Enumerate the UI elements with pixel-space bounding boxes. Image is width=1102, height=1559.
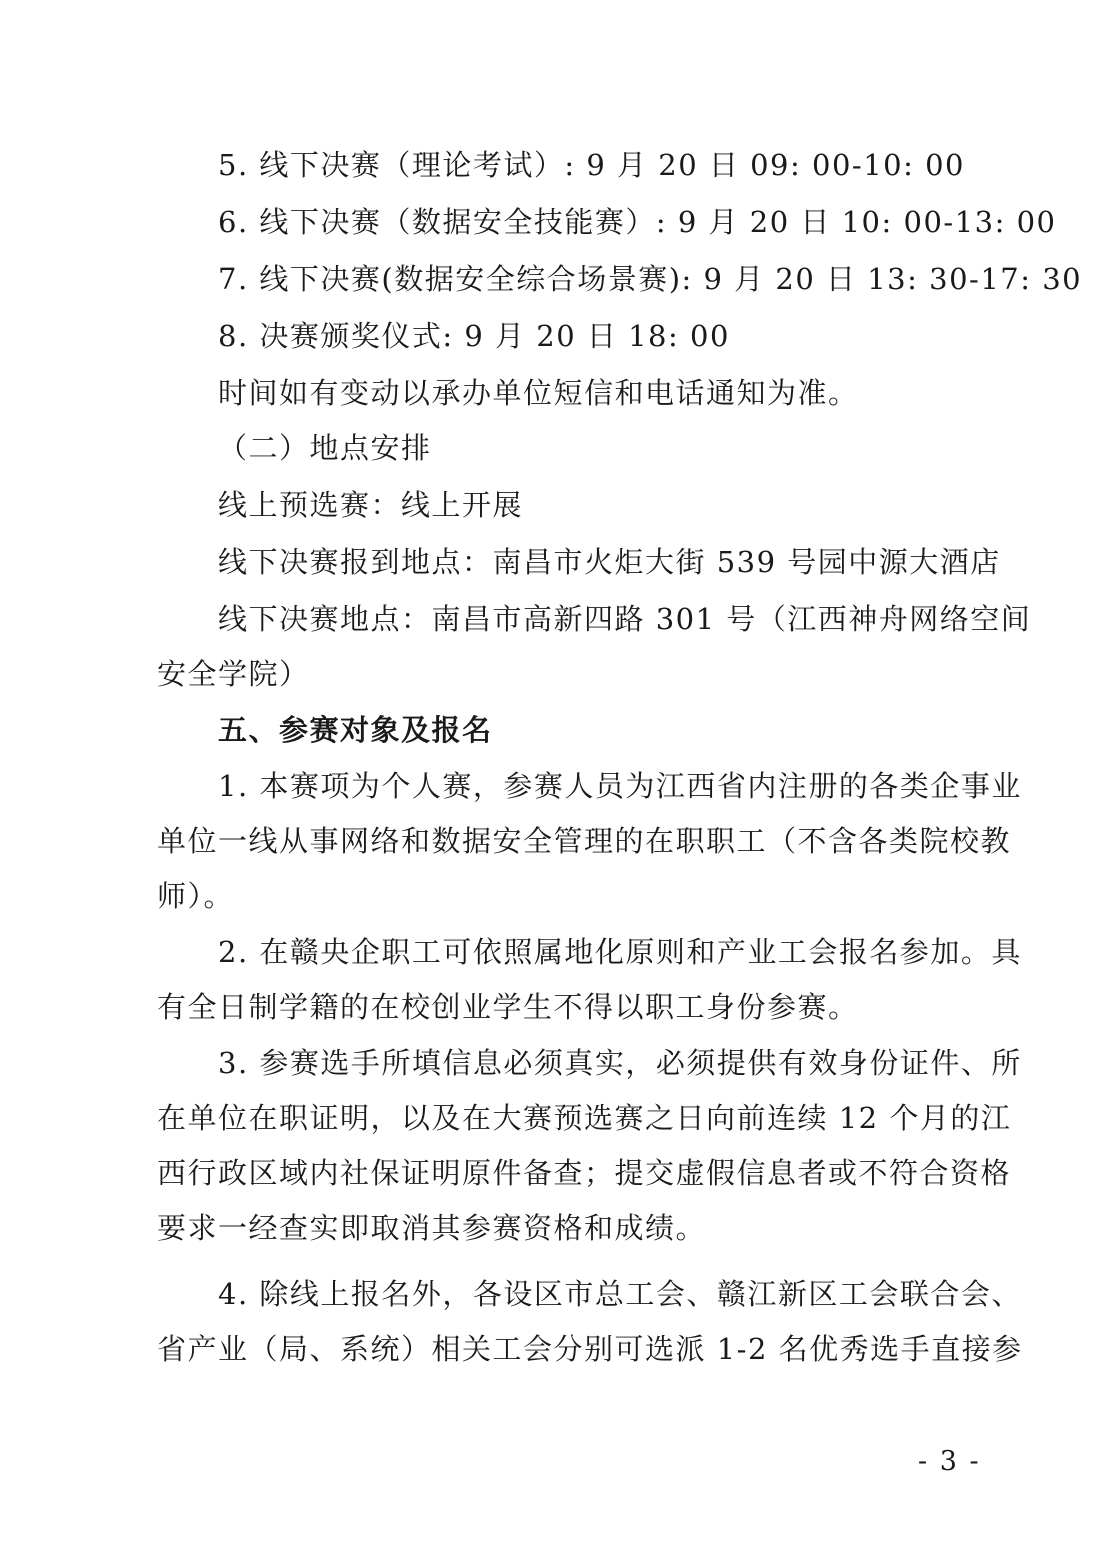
schedule-item-7: 7. 线下决赛(数据安全综合场景赛): 9 月 20 日 13: 30-17: 30	[218, 262, 1083, 296]
venue-final-line1: 线下决赛地点：南昌市高新四路 301 号（江西神舟网络空间	[218, 602, 1032, 636]
schedule-item-8: 8. 决赛颁奖仪式: 9 月 20 日 18: 00	[218, 319, 730, 353]
schedule-item-5: 5. 线下决赛（理论考试）: 9 月 20 日 09: 00-10: 00	[218, 148, 965, 182]
venue-final-line2: 安全学院）	[157, 657, 310, 691]
section-5-heading: 五、参赛对象及报名	[218, 713, 493, 747]
venue-checkin: 线下决赛报到地点：南昌市火炬大街 539 号园中源大酒店	[218, 545, 1001, 579]
section-5-p2-line2: 有全日制学籍的在校创业学生不得以职工身份参赛。	[157, 990, 859, 1024]
section-5-p2-line1: 2. 在赣央企职工可依照属地化原则和产业工会报名参加。具	[218, 935, 1022, 969]
page-number: - 3 -	[918, 1446, 981, 1477]
section-5-p4-line2: 省产业（局、系统）相关工会分别可选派 1-2 名优秀选手直接参	[157, 1332, 1023, 1366]
section-5-p3-line2: 在单位在职证明，以及在大赛预选赛之日向前连续 12 个月的江	[157, 1101, 1012, 1135]
section-5-p1-line2: 单位一线从事网络和数据安全管理的在职职工（不含各类院校教	[157, 824, 1012, 858]
venue-heading: （二）地点安排	[218, 431, 432, 465]
section-5-p1-line3: 师）。	[157, 879, 235, 913]
section-5-p1-line1: 1. 本赛项为个人赛，参赛人员为江西省内注册的各类企事业	[218, 769, 1022, 803]
section-5-p3-line4: 要求一经查实即取消其参赛资格和成绩。	[157, 1211, 707, 1245]
section-5-p3-line3: 西行政区域内社保证明原件备查；提交虚假信息者或不符合资格	[157, 1156, 1012, 1190]
section-5-p4-line1: 4. 除线上报名外，各设区市总工会、赣江新区工会联合会、	[218, 1277, 1022, 1311]
schedule-item-6: 6. 线下决赛（数据安全技能赛）: 9 月 20 日 10: 00-13: 00	[218, 205, 1057, 239]
schedule-note: 时间如有变动以承办单位短信和电话通知为准。	[218, 376, 859, 410]
venue-online: 线上预选赛：线上开展	[218, 488, 524, 522]
section-5-p3-line1: 3. 参赛选手所填信息必须真实，必须提供有效身份证件、所	[218, 1046, 1022, 1080]
